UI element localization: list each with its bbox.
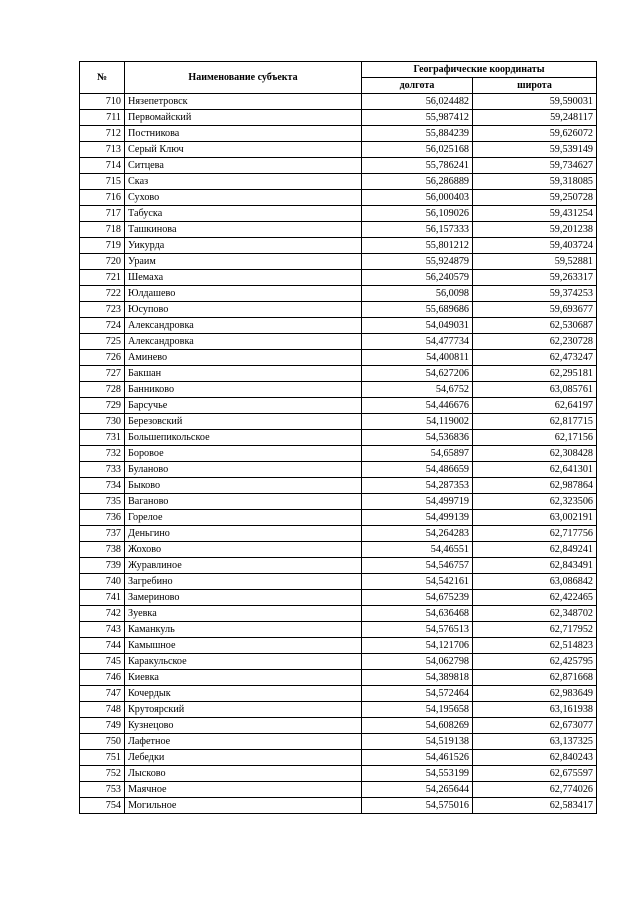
row-subject-name: Бакшан — [125, 366, 362, 382]
row-latitude: 63,161938 — [473, 702, 597, 718]
row-subject-name: Барсучье — [125, 398, 362, 414]
row-longitude: 54,477734 — [362, 334, 473, 350]
row-latitude: 59,374253 — [473, 286, 597, 302]
row-longitude: 54,400811 — [362, 350, 473, 366]
table-row — [80, 526, 597, 542]
header-number: № — [80, 62, 125, 94]
row-longitude: 55,987412 — [362, 110, 473, 126]
row-longitude: 54,536836 — [362, 430, 473, 446]
row-number: 748 — [80, 702, 125, 718]
table-row — [80, 766, 597, 782]
table-row — [80, 462, 597, 478]
table-row — [80, 750, 597, 766]
row-subject-name: Загребино — [125, 574, 362, 590]
row-longitude: 54,542161 — [362, 574, 473, 590]
row-longitude: 55,689686 — [362, 302, 473, 318]
table-row — [80, 670, 597, 686]
row-longitude: 54,6752 — [362, 382, 473, 398]
row-longitude: 54,572464 — [362, 686, 473, 702]
row-number: 733 — [80, 462, 125, 478]
row-latitude: 59,318085 — [473, 174, 597, 190]
table-row — [80, 734, 597, 750]
row-number: 723 — [80, 302, 125, 318]
row-number: 712 — [80, 126, 125, 142]
row-number: 711 — [80, 110, 125, 126]
row-subject-name: Маячное — [125, 782, 362, 798]
table-row — [80, 622, 597, 638]
row-latitude: 59,431254 — [473, 206, 597, 222]
header-subject-name: Наименование субъекта — [125, 62, 362, 94]
row-latitude: 59,250728 — [473, 190, 597, 206]
row-subject-name: Кочердык — [125, 686, 362, 702]
row-longitude: 54,446676 — [362, 398, 473, 414]
row-subject-name: Юсупово — [125, 302, 362, 318]
row-number: 726 — [80, 350, 125, 366]
table-row — [80, 254, 597, 270]
row-longitude: 55,801212 — [362, 238, 473, 254]
row-latitude: 63,085761 — [473, 382, 597, 398]
row-number: 731 — [80, 430, 125, 446]
row-subject-name: Деньгино — [125, 526, 362, 542]
row-number: 721 — [80, 270, 125, 286]
table-row — [80, 798, 597, 814]
row-subject-name: Жохово — [125, 542, 362, 558]
row-number: 741 — [80, 590, 125, 606]
table-row — [80, 574, 597, 590]
row-number: 752 — [80, 766, 125, 782]
table-row — [80, 478, 597, 494]
row-longitude: 55,786241 — [362, 158, 473, 174]
row-number: 727 — [80, 366, 125, 382]
row-latitude: 62,530687 — [473, 318, 597, 334]
row-number: 734 — [80, 478, 125, 494]
row-subject-name: Буланово — [125, 462, 362, 478]
table-body — [80, 94, 597, 814]
row-number: 713 — [80, 142, 125, 158]
row-number: 732 — [80, 446, 125, 462]
row-latitude: 59,626072 — [473, 126, 597, 142]
row-number: 739 — [80, 558, 125, 574]
row-subject-name: Ташкинова — [125, 222, 362, 238]
row-longitude: 56,024482 — [362, 94, 473, 110]
table-row — [80, 718, 597, 734]
row-latitude: 59,734627 — [473, 158, 597, 174]
header-latitude: широта — [473, 78, 597, 94]
row-subject-name: Ситцева — [125, 158, 362, 174]
table-row — [80, 430, 597, 446]
row-subject-name: Сухово — [125, 190, 362, 206]
row-number: 719 — [80, 238, 125, 254]
row-latitude: 62,514823 — [473, 638, 597, 654]
row-subject-name: Табуска — [125, 206, 362, 222]
row-subject-name: Шемаха — [125, 270, 362, 286]
row-subject-name: Зуевка — [125, 606, 362, 622]
row-longitude: 54,049031 — [362, 318, 473, 334]
row-latitude: 62,840243 — [473, 750, 597, 766]
row-subject-name: Лысково — [125, 766, 362, 782]
row-longitude: 56,025168 — [362, 142, 473, 158]
table-row — [80, 142, 597, 158]
row-latitude: 62,987864 — [473, 478, 597, 494]
row-subject-name: Замериново — [125, 590, 362, 606]
table-row — [80, 222, 597, 238]
row-subject-name: Ураим — [125, 254, 362, 270]
table-row — [80, 398, 597, 414]
row-subject-name: Юлдашево — [125, 286, 362, 302]
row-subject-name: Кузнецово — [125, 718, 362, 734]
row-latitude: 62,422465 — [473, 590, 597, 606]
table-row — [80, 494, 597, 510]
row-longitude: 55,924879 — [362, 254, 473, 270]
row-longitude: 54,627206 — [362, 366, 473, 382]
row-latitude: 62,583417 — [473, 798, 597, 814]
row-subject-name: Камышное — [125, 638, 362, 654]
row-subject-name: Лафетное — [125, 734, 362, 750]
row-longitude: 56,000403 — [362, 190, 473, 206]
row-longitude: 54,499139 — [362, 510, 473, 526]
row-longitude: 54,546757 — [362, 558, 473, 574]
row-subject-name: Быково — [125, 478, 362, 494]
table-row — [80, 350, 597, 366]
row-number: 747 — [80, 686, 125, 702]
row-latitude: 62,983649 — [473, 686, 597, 702]
row-number: 751 — [80, 750, 125, 766]
row-subject-name: Нязепетровск — [125, 94, 362, 110]
table-row — [80, 542, 597, 558]
row-latitude: 63,002191 — [473, 510, 597, 526]
row-longitude: 54,46551 — [362, 542, 473, 558]
table-row — [80, 286, 597, 302]
row-latitude: 62,871668 — [473, 670, 597, 686]
table-row — [80, 334, 597, 350]
table-row — [80, 190, 597, 206]
table-row — [80, 558, 597, 574]
row-number: 714 — [80, 158, 125, 174]
row-subject-name: Уикурда — [125, 238, 362, 254]
row-longitude: 54,287353 — [362, 478, 473, 494]
row-latitude: 63,086842 — [473, 574, 597, 590]
row-subject-name: Каракульское — [125, 654, 362, 670]
row-number: 718 — [80, 222, 125, 238]
row-latitude: 62,774026 — [473, 782, 597, 798]
row-subject-name: Первомайский — [125, 110, 362, 126]
row-subject-name: Большепикольское — [125, 430, 362, 446]
row-latitude: 62,308428 — [473, 446, 597, 462]
table-row — [80, 302, 597, 318]
row-subject-name: Крутоярский — [125, 702, 362, 718]
table-row — [80, 782, 597, 798]
table-row — [80, 318, 597, 334]
row-number: 715 — [80, 174, 125, 190]
row-number: 749 — [80, 718, 125, 734]
table-row — [80, 206, 597, 222]
row-longitude: 54,575016 — [362, 798, 473, 814]
row-latitude: 62,230728 — [473, 334, 597, 350]
row-subject-name: Александровка — [125, 334, 362, 350]
row-longitude: 54,499719 — [362, 494, 473, 510]
row-subject-name: Журавлиное — [125, 558, 362, 574]
row-longitude: 54,65897 — [362, 446, 473, 462]
row-number: 744 — [80, 638, 125, 654]
table-row — [80, 126, 597, 142]
row-subject-name: Банниково — [125, 382, 362, 398]
row-latitude: 59,403724 — [473, 238, 597, 254]
row-longitude: 56,109026 — [362, 206, 473, 222]
table-row — [80, 638, 597, 654]
row-subject-name: Боровое — [125, 446, 362, 462]
row-longitude: 54,576513 — [362, 622, 473, 638]
row-latitude: 59,201238 — [473, 222, 597, 238]
table-row — [80, 702, 597, 718]
row-subject-name: Каманкуль — [125, 622, 362, 638]
row-number: 722 — [80, 286, 125, 302]
row-subject-name: Александровка — [125, 318, 362, 334]
row-number: 742 — [80, 606, 125, 622]
table-row — [80, 382, 597, 398]
row-latitude: 59,52881 — [473, 254, 597, 270]
table-row — [80, 270, 597, 286]
row-number: 738 — [80, 542, 125, 558]
row-longitude: 54,519138 — [362, 734, 473, 750]
header-geo-coordinates: Географические координаты — [362, 62, 597, 78]
row-subject-name: Сказ — [125, 174, 362, 190]
row-longitude: 54,265644 — [362, 782, 473, 798]
row-number: 754 — [80, 798, 125, 814]
table-row — [80, 158, 597, 174]
row-subject-name: Горелое — [125, 510, 362, 526]
row-number: 710 — [80, 94, 125, 110]
row-subject-name: Серый Ключ — [125, 142, 362, 158]
row-number: 736 — [80, 510, 125, 526]
row-longitude: 55,884239 — [362, 126, 473, 142]
row-longitude: 54,461526 — [362, 750, 473, 766]
table-row — [80, 606, 597, 622]
row-longitude: 56,240579 — [362, 270, 473, 286]
row-longitude: 54,553199 — [362, 766, 473, 782]
row-latitude: 59,590031 — [473, 94, 597, 110]
header-longitude: долгота — [362, 78, 473, 94]
row-number: 724 — [80, 318, 125, 334]
row-longitude: 54,121706 — [362, 638, 473, 654]
row-subject-name: Березовский — [125, 414, 362, 430]
row-latitude: 59,539149 — [473, 142, 597, 158]
row-latitude: 62,673077 — [473, 718, 597, 734]
row-longitude: 56,286889 — [362, 174, 473, 190]
row-subject-name: Могильное — [125, 798, 362, 814]
row-number: 728 — [80, 382, 125, 398]
row-latitude: 62,817715 — [473, 414, 597, 430]
row-number: 743 — [80, 622, 125, 638]
row-latitude: 59,248117 — [473, 110, 597, 126]
row-latitude: 59,263317 — [473, 270, 597, 286]
row-latitude: 62,675597 — [473, 766, 597, 782]
row-longitude: 56,157333 — [362, 222, 473, 238]
table-row — [80, 510, 597, 526]
row-subject-name: Киевка — [125, 670, 362, 686]
row-latitude: 62,473247 — [473, 350, 597, 366]
row-subject-name: Лебедки — [125, 750, 362, 766]
row-latitude: 63,137325 — [473, 734, 597, 750]
row-latitude: 62,849241 — [473, 542, 597, 558]
row-longitude: 54,675239 — [362, 590, 473, 606]
row-latitude: 62,323506 — [473, 494, 597, 510]
row-longitude: 54,486659 — [362, 462, 473, 478]
table-row — [80, 110, 597, 126]
row-latitude: 62,843491 — [473, 558, 597, 574]
table-row — [80, 238, 597, 254]
row-number: 730 — [80, 414, 125, 430]
row-longitude: 54,389818 — [362, 670, 473, 686]
row-number: 729 — [80, 398, 125, 414]
row-latitude: 59,693677 — [473, 302, 597, 318]
row-latitude: 62,717756 — [473, 526, 597, 542]
row-number: 740 — [80, 574, 125, 590]
row-subject-name: Ваганово — [125, 494, 362, 510]
row-number: 735 — [80, 494, 125, 510]
row-subject-name: Аминево — [125, 350, 362, 366]
row-latitude: 62,425795 — [473, 654, 597, 670]
row-longitude: 54,062798 — [362, 654, 473, 670]
table-row — [80, 446, 597, 462]
row-latitude: 62,717952 — [473, 622, 597, 638]
row-longitude: 54,636468 — [362, 606, 473, 622]
row-latitude: 62,348702 — [473, 606, 597, 622]
table-row — [80, 654, 597, 670]
row-number: 720 — [80, 254, 125, 270]
row-latitude: 62,641301 — [473, 462, 597, 478]
coordinates-table — [79, 61, 597, 814]
row-number: 737 — [80, 526, 125, 542]
row-longitude: 54,195658 — [362, 702, 473, 718]
row-longitude: 54,608269 — [362, 718, 473, 734]
row-number: 753 — [80, 782, 125, 798]
row-number: 717 — [80, 206, 125, 222]
row-longitude: 54,119002 — [362, 414, 473, 430]
table-row — [80, 174, 597, 190]
row-latitude: 62,64197 — [473, 398, 597, 414]
row-number: 750 — [80, 734, 125, 750]
row-number: 746 — [80, 670, 125, 686]
table-header — [80, 62, 597, 94]
row-number: 716 — [80, 190, 125, 206]
row-longitude: 56,0098 — [362, 286, 473, 302]
row-longitude: 54,264283 — [362, 526, 473, 542]
table-row — [80, 414, 597, 430]
table-row — [80, 366, 597, 382]
table-row — [80, 94, 597, 110]
row-number: 745 — [80, 654, 125, 670]
row-latitude: 62,295181 — [473, 366, 597, 382]
table-row — [80, 590, 597, 606]
row-latitude: 62,17156 — [473, 430, 597, 446]
table-row — [80, 686, 597, 702]
row-subject-name: Постникова — [125, 126, 362, 142]
row-number: 725 — [80, 334, 125, 350]
